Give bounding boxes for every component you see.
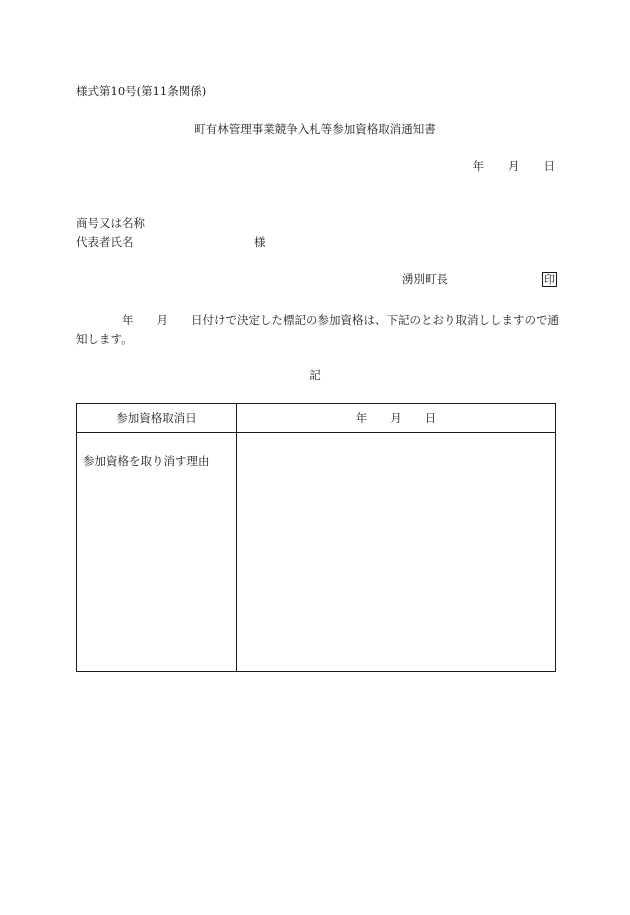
table-row <box>77 404 556 433</box>
body-text: 年 月 日付けで決定した標記の参加資格は、下記のとおり取消ししますので通知します。 <box>76 313 559 346</box>
cancel-date-value: 年 月 日 <box>237 404 556 433</box>
form-number: 様式第10号(第11条関係) <box>76 84 207 98</box>
cancel-date-label: 参加資格取消日 <box>77 404 237 433</box>
honorific: 様 <box>254 235 266 249</box>
date-line <box>473 161 556 173</box>
company-name-label: 商号又は名称 <box>76 216 145 230</box>
seal-mark: 印 <box>544 273 555 286</box>
reason-value <box>237 433 556 672</box>
table-row <box>77 433 556 672</box>
cancellation-table <box>76 403 556 672</box>
reason-label: 参加資格を取り消す理由 <box>77 433 237 672</box>
date-day: 日 <box>543 159 555 173</box>
document-title: 町有林管理事業競争入札等参加資格取消通知書 <box>194 122 436 136</box>
representative-name-label: 代表者氏名 <box>76 235 134 249</box>
ki-heading: 記 <box>309 368 321 382</box>
issuer-name: 湧別町長 <box>402 272 448 286</box>
date-year: 年 <box>472 159 484 173</box>
date-month: 月 <box>508 159 520 173</box>
